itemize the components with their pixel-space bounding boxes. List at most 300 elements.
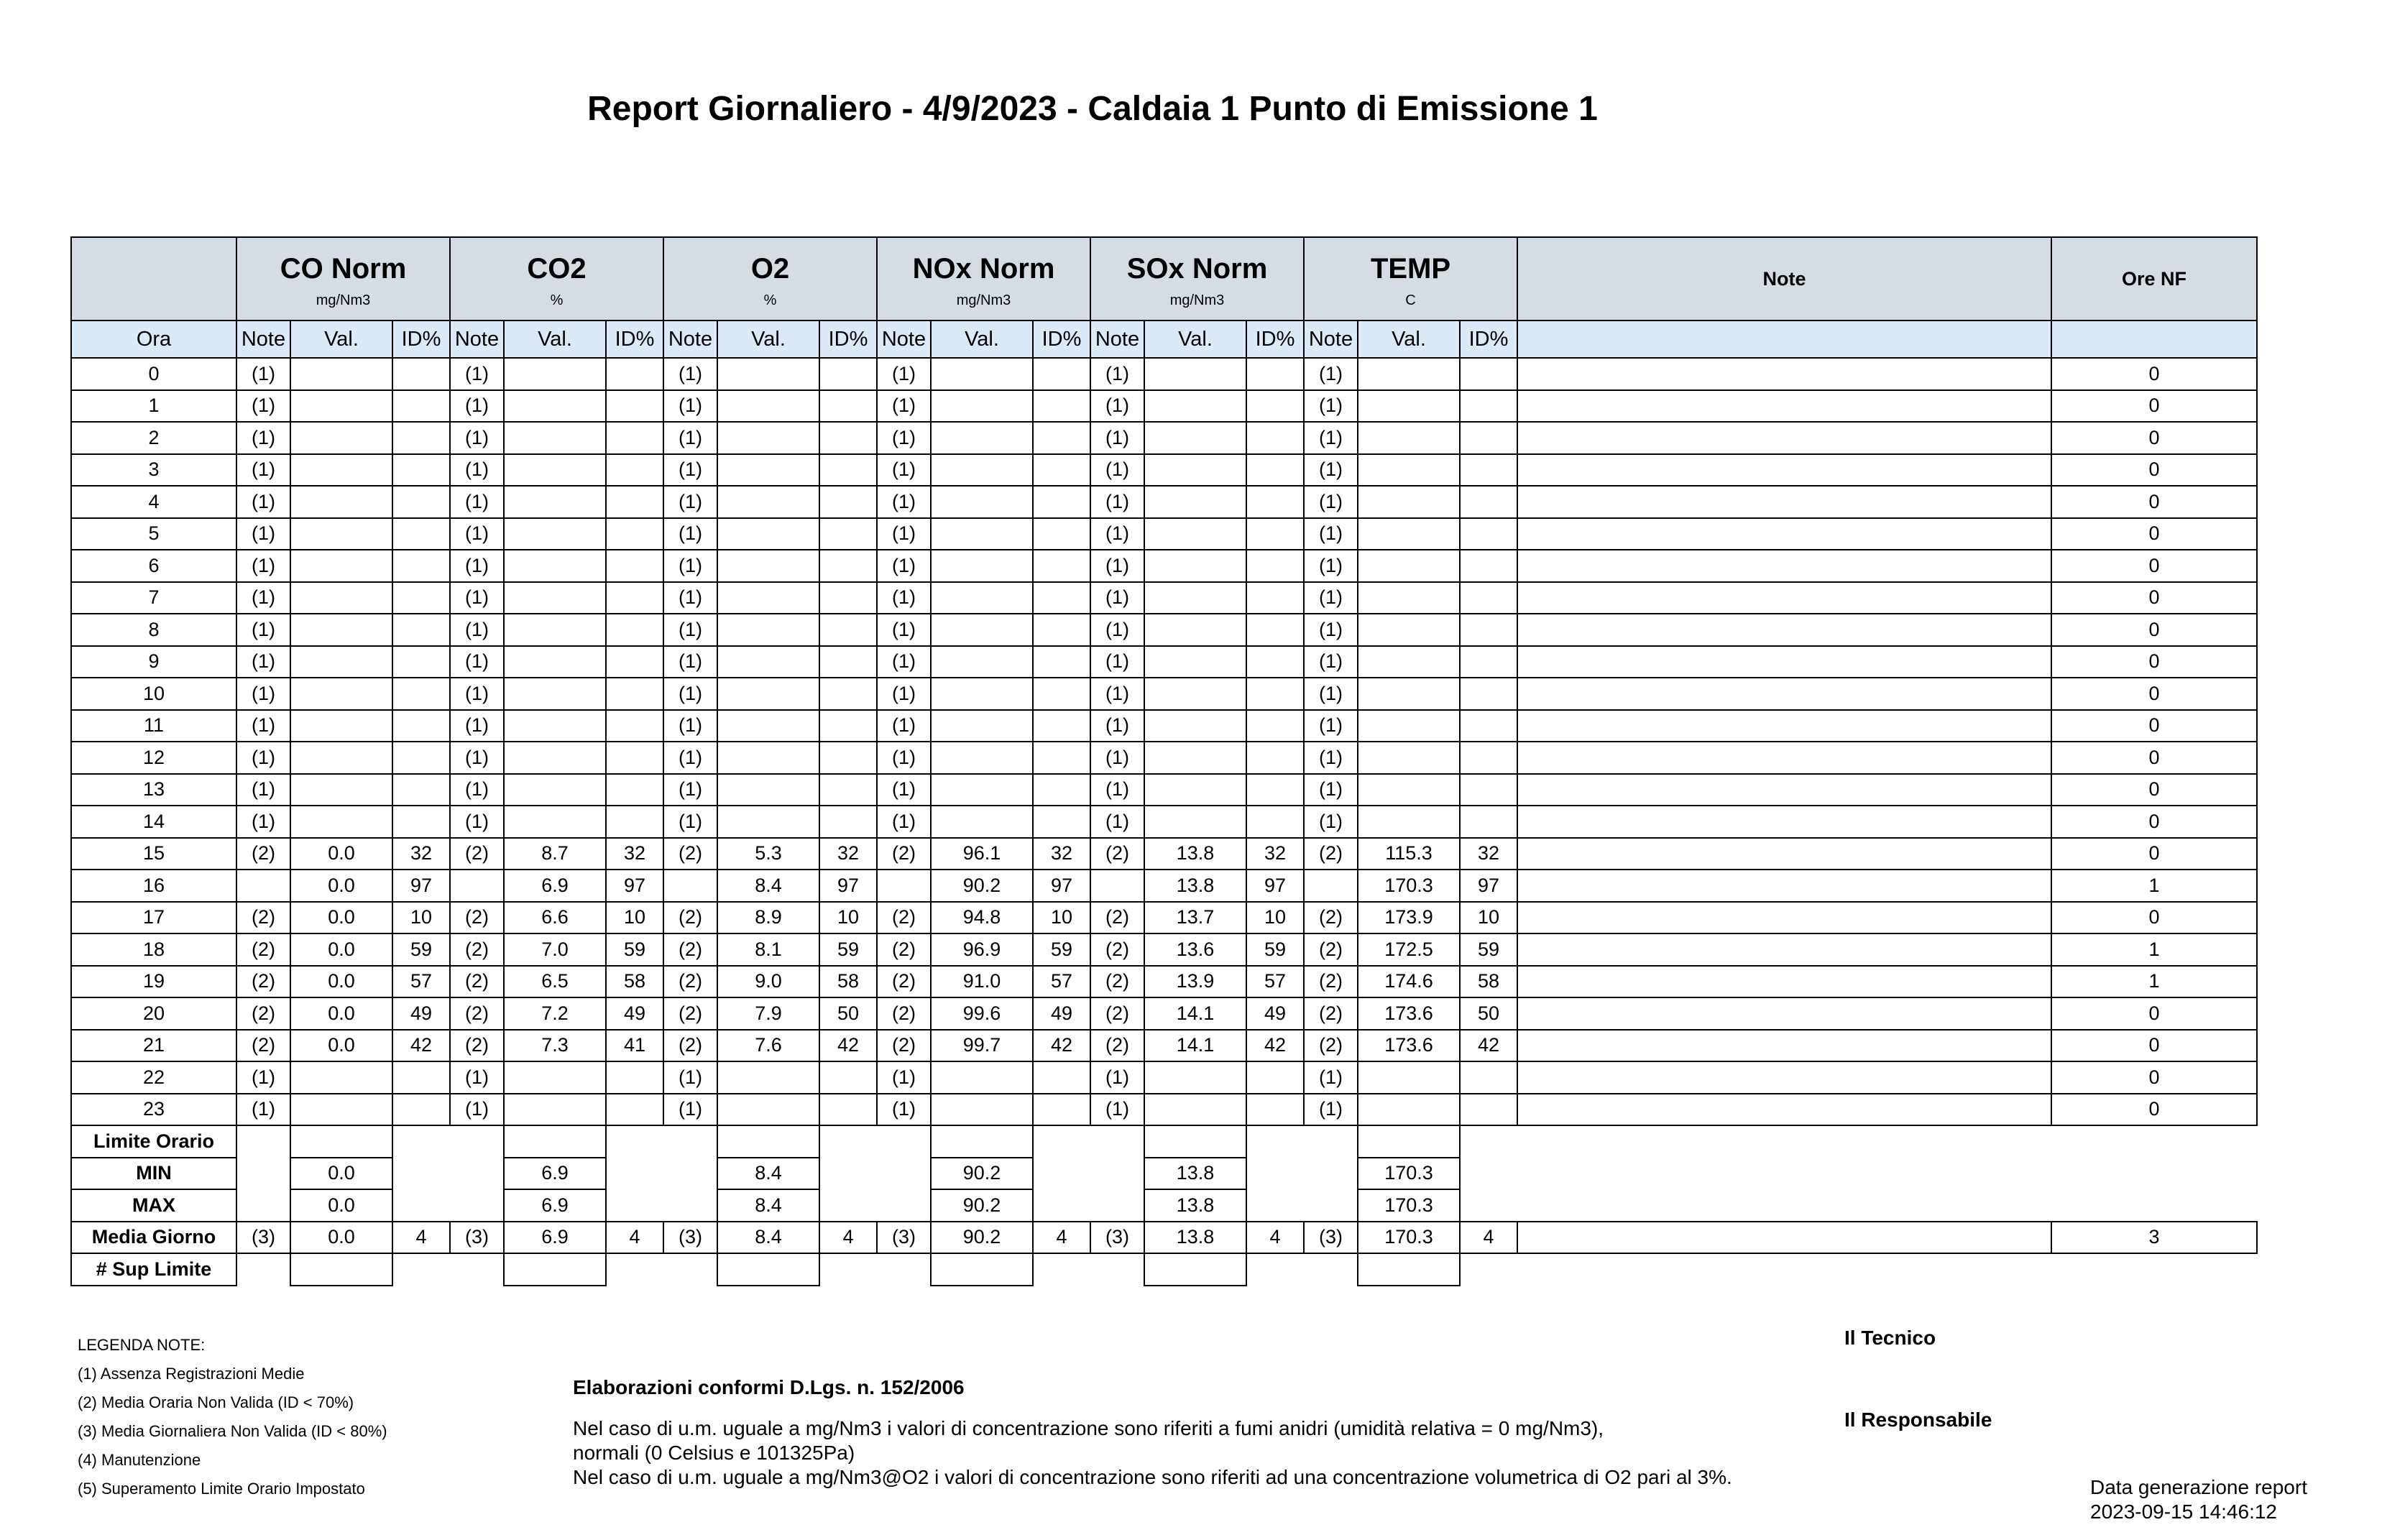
note-cell: (2) xyxy=(1304,838,1358,870)
value-cell: 13.8 xyxy=(1144,838,1246,870)
id-percent-cell xyxy=(1246,390,1304,423)
summary-value-cell xyxy=(504,1253,606,1286)
empty-cell xyxy=(663,1253,717,1286)
id-percent-cell xyxy=(1460,358,1517,390)
value-cell xyxy=(1358,710,1460,742)
empty-cell xyxy=(2051,1189,2257,1222)
value-cell xyxy=(717,646,819,678)
note-cell: (1) xyxy=(1090,1061,1144,1094)
note-cell: (1) xyxy=(877,454,931,487)
id-percent-cell xyxy=(1246,742,1304,774)
value-cell: 8.9 xyxy=(717,902,819,934)
note-cell: (1) xyxy=(663,422,717,454)
id-percent-cell xyxy=(1033,518,1090,550)
id-percent-cell: 59 xyxy=(392,933,450,966)
value-cell: 13.8 xyxy=(1144,870,1246,902)
value-cell xyxy=(504,646,606,678)
media-giorno-row xyxy=(71,1222,2257,1254)
id-percent-cell xyxy=(1033,358,1090,390)
hour-cell: 18 xyxy=(71,933,236,966)
id-percent-cell: 42 xyxy=(1460,1030,1517,1062)
value-cell: 170.3 xyxy=(1358,870,1460,902)
id-percent-cell xyxy=(1246,518,1304,550)
value-cell xyxy=(717,518,819,550)
id-percent-cell xyxy=(392,678,450,710)
id-percent-cell xyxy=(1460,806,1517,838)
value-cell xyxy=(717,486,819,518)
note-cell: (1) xyxy=(663,1061,717,1094)
value-cell xyxy=(931,742,1033,774)
value-cell xyxy=(931,454,1033,487)
id-percent-cell xyxy=(1460,454,1517,487)
report-table xyxy=(70,236,2258,1286)
table-row xyxy=(71,358,2257,390)
empty-cell xyxy=(236,1189,290,1222)
note-cell: (3) xyxy=(236,1222,290,1254)
summary-label: # Sup Limite xyxy=(71,1253,236,1286)
table-row xyxy=(71,582,2257,614)
value-cell: 13.6 xyxy=(1144,933,1246,966)
summary-value-cell: 90.2 xyxy=(931,1158,1033,1190)
hour-cell: 16 xyxy=(71,870,236,902)
value-cell xyxy=(717,582,819,614)
value-cell: 99.7 xyxy=(931,1030,1033,1062)
value-cell xyxy=(1144,774,1246,806)
generation-label: Data generazione report xyxy=(2090,1476,2307,1498)
empty-cell xyxy=(1033,1253,1090,1286)
empty-cell xyxy=(819,1158,877,1190)
row-note-cell xyxy=(1517,678,2051,710)
id-percent-cell xyxy=(606,742,663,774)
note-cell: (2) xyxy=(236,902,290,934)
note-cell: (2) xyxy=(1304,933,1358,966)
id-percent-cell xyxy=(1460,646,1517,678)
id-percent-cell: 59 xyxy=(606,933,663,966)
id-percent-cell: 58 xyxy=(1460,966,1517,998)
row-note-cell xyxy=(1517,358,2051,390)
note-cell: (1) xyxy=(1304,582,1358,614)
value-cell xyxy=(717,422,819,454)
note-cell: (1) xyxy=(1090,806,1144,838)
value-cell xyxy=(1358,646,1460,678)
value-cell xyxy=(717,806,819,838)
empty-cell xyxy=(392,1189,450,1222)
note-cell: (1) xyxy=(1304,1061,1358,1094)
id-percent-cell: 32 xyxy=(606,838,663,870)
sub-header-row xyxy=(71,321,2257,358)
value-cell: 0.0 xyxy=(290,997,392,1030)
table-row xyxy=(71,997,2257,1030)
id-percent-cell xyxy=(819,422,877,454)
note-cell xyxy=(663,870,717,902)
note-cell: (1) xyxy=(663,518,717,550)
value-cell xyxy=(717,454,819,487)
hour-cell: 4 xyxy=(71,486,236,518)
id-percent-cell xyxy=(392,614,450,646)
id-percent-cell: 97 xyxy=(606,870,663,902)
id-percent-cell: 97 xyxy=(1246,870,1304,902)
group-header-nox xyxy=(877,237,1090,321)
empty-cell xyxy=(819,1253,877,1286)
sub-header-val: Val. xyxy=(504,321,606,358)
note-cell: (1) xyxy=(877,1094,931,1126)
note-cell: (1) xyxy=(1304,646,1358,678)
summary-value-cell: 8.4 xyxy=(717,1158,819,1190)
id-percent-cell xyxy=(1460,422,1517,454)
sub-header-val: Val. xyxy=(717,321,819,358)
value-cell xyxy=(1358,390,1460,423)
value-cell xyxy=(717,390,819,423)
summary-value-cell: 13.8 xyxy=(1144,1158,1246,1190)
empty-cell xyxy=(1517,1158,2051,1190)
value-cell: 173.6 xyxy=(1358,997,1460,1030)
id-percent-cell: 41 xyxy=(606,1030,663,1062)
row-note-cell xyxy=(1517,997,2051,1030)
table-row xyxy=(71,774,2257,806)
id-percent-cell xyxy=(1460,550,1517,582)
value-cell: 6.5 xyxy=(504,966,606,998)
hour-cell: 5 xyxy=(71,518,236,550)
note-cell: (1) xyxy=(450,774,504,806)
id-percent-cell xyxy=(1033,774,1090,806)
value-cell: 7.6 xyxy=(717,1030,819,1062)
id-percent-cell: 42 xyxy=(1246,1030,1304,1062)
id-percent-cell xyxy=(819,454,877,487)
group-header-row xyxy=(71,237,2257,321)
id-percent-cell: 58 xyxy=(819,966,877,998)
ore-nf-cell: 0 xyxy=(2051,1061,2257,1094)
note-cell: (2) xyxy=(663,966,717,998)
id-percent-cell xyxy=(606,1094,663,1126)
value-cell: 7.9 xyxy=(717,997,819,1030)
sub-header-val: Val. xyxy=(1144,321,1246,358)
group-name: CO2 xyxy=(527,253,587,285)
value-cell xyxy=(931,774,1033,806)
id-percent-cell xyxy=(1033,614,1090,646)
id-percent-cell: 42 xyxy=(1033,1030,1090,1062)
hour-cell: 7 xyxy=(71,582,236,614)
note-cell: (2) xyxy=(663,933,717,966)
value-cell xyxy=(1358,678,1460,710)
note-cell xyxy=(236,870,290,902)
id-percent-cell: 59 xyxy=(1246,933,1304,966)
row-note-cell xyxy=(1517,646,2051,678)
tecnico-signature-label: Il Tecnico xyxy=(1844,1327,1936,1349)
id-percent-cell xyxy=(1460,774,1517,806)
value-cell xyxy=(1144,646,1246,678)
group-header-sox xyxy=(1090,237,1304,321)
note-cell: (1) xyxy=(236,486,290,518)
value-cell xyxy=(931,678,1033,710)
row-note-cell xyxy=(1517,966,2051,998)
empty-cell xyxy=(450,1189,504,1222)
value-cell xyxy=(504,454,606,487)
value-cell: 0.0 xyxy=(290,966,392,998)
value-cell xyxy=(290,806,392,838)
value-cell xyxy=(717,1061,819,1094)
id-percent-cell xyxy=(606,806,663,838)
value-cell: 96.1 xyxy=(931,838,1033,870)
value-cell xyxy=(290,358,392,390)
id-percent-cell xyxy=(606,390,663,423)
id-percent-cell xyxy=(819,550,877,582)
id-percent-cell xyxy=(819,614,877,646)
empty-cell xyxy=(606,1189,663,1222)
value-cell: 94.8 xyxy=(931,902,1033,934)
note-cell: (1) xyxy=(450,582,504,614)
id-percent-cell xyxy=(1033,1061,1090,1094)
notes-title: Elaborazioni conformi D.Lgs. n. 152/2006 xyxy=(573,1376,965,1398)
id-percent-cell xyxy=(819,710,877,742)
table-row xyxy=(71,1030,2257,1062)
value-cell xyxy=(1144,1061,1246,1094)
limite-orario-row xyxy=(71,1125,2257,1158)
value-cell: 14.1 xyxy=(1144,1030,1246,1062)
note-cell: (2) xyxy=(1090,902,1144,934)
id-percent-cell xyxy=(606,550,663,582)
id-percent-cell: 97 xyxy=(1033,870,1090,902)
value-cell xyxy=(1144,486,1246,518)
generation-info xyxy=(2090,1475,2307,1524)
value-cell xyxy=(717,614,819,646)
id-percent-cell xyxy=(392,422,450,454)
id-percent-cell xyxy=(606,678,663,710)
value-cell xyxy=(504,742,606,774)
note-cell: (1) xyxy=(1090,358,1144,390)
note-cell: (1) xyxy=(1304,454,1358,487)
value-cell xyxy=(290,486,392,518)
empty-cell xyxy=(2051,1158,2257,1190)
hour-cell: 22 xyxy=(71,1061,236,1094)
empty-cell xyxy=(236,1158,290,1190)
note-cell: (1) xyxy=(663,550,717,582)
table-row xyxy=(71,678,2257,710)
value-cell xyxy=(290,422,392,454)
group-unit: % xyxy=(550,292,564,308)
ore-nf-cell: 1 xyxy=(2051,966,2257,998)
note-cell: (1) xyxy=(236,422,290,454)
note-cell: (1) xyxy=(663,742,717,774)
note-cell: (1) xyxy=(877,1061,931,1094)
note-cell: (2) xyxy=(1090,1030,1144,1062)
hour-cell: 9 xyxy=(71,646,236,678)
id-percent-cell: 57 xyxy=(1033,966,1090,998)
table-row xyxy=(71,646,2257,678)
note-cell: (1) xyxy=(877,774,931,806)
empty-cell xyxy=(1517,1189,2051,1222)
note-cell: (1) xyxy=(450,678,504,710)
legend-item: (4) Manutenzione xyxy=(78,1451,201,1469)
id-percent-cell xyxy=(1246,358,1304,390)
group-header-co2 xyxy=(450,237,663,321)
row-note-cell xyxy=(1517,838,2051,870)
note-cell: (1) xyxy=(877,614,931,646)
id-percent-cell xyxy=(1246,678,1304,710)
ore-nf-cell: 0 xyxy=(2051,774,2257,806)
note-cell: (1) xyxy=(877,806,931,838)
value-cell xyxy=(1358,518,1460,550)
note-cell: (3) xyxy=(663,1222,717,1254)
note-cell: (2) xyxy=(1090,997,1144,1030)
legend-item: (3) Media Giornaliera Non Valida (ID < 80%) xyxy=(78,1422,387,1440)
note-cell: (1) xyxy=(1304,486,1358,518)
value-cell xyxy=(1358,806,1460,838)
note-cell: (1) xyxy=(877,742,931,774)
empty-cell xyxy=(1033,1158,1090,1190)
note-cell: (1) xyxy=(1304,614,1358,646)
summary-value-cell: 170.3 xyxy=(1358,1158,1460,1190)
summary-value-cell: 0.0 xyxy=(290,1189,392,1222)
value-cell: 90.2 xyxy=(931,870,1033,902)
value-cell xyxy=(931,710,1033,742)
note-cell xyxy=(877,870,931,902)
value-cell: 99.6 xyxy=(931,997,1033,1030)
value-cell xyxy=(931,646,1033,678)
value-cell: 8.4 xyxy=(717,1222,819,1254)
id-percent-cell xyxy=(1033,422,1090,454)
value-cell xyxy=(504,678,606,710)
note-cell: (1) xyxy=(663,646,717,678)
note-cell: (1) xyxy=(236,646,290,678)
empty-cell xyxy=(606,1253,663,1286)
value-cell xyxy=(1144,550,1246,582)
table-row xyxy=(71,710,2257,742)
id-percent-cell: 57 xyxy=(1246,966,1304,998)
id-percent-cell: 58 xyxy=(606,966,663,998)
id-percent-cell xyxy=(392,710,450,742)
empty-cell xyxy=(1090,1189,1144,1222)
value-cell: 13.8 xyxy=(1144,1222,1246,1254)
id-percent-cell xyxy=(819,774,877,806)
id-percent-cell xyxy=(1460,1094,1517,1126)
ore-nf-cell: 0 xyxy=(2051,582,2257,614)
hour-cell: 19 xyxy=(71,966,236,998)
value-cell xyxy=(1358,1061,1460,1094)
table-row xyxy=(71,1061,2257,1094)
note-cell: (1) xyxy=(1090,518,1144,550)
hour-cell: 21 xyxy=(71,1030,236,1062)
value-cell xyxy=(1144,678,1246,710)
note-cell: (1) xyxy=(450,486,504,518)
empty-cell xyxy=(819,1125,877,1158)
value-cell: 91.0 xyxy=(931,966,1033,998)
value-cell xyxy=(717,710,819,742)
id-percent-cell: 32 xyxy=(819,838,877,870)
group-unit: C xyxy=(1405,292,1416,308)
value-cell xyxy=(504,486,606,518)
ora-column-header: Ora xyxy=(71,321,236,358)
note-cell: (2) xyxy=(1304,997,1358,1030)
note-cell: (1) xyxy=(663,486,717,518)
id-percent-cell: 4 xyxy=(1246,1222,1304,1254)
value-cell xyxy=(717,358,819,390)
value-cell: 173.9 xyxy=(1358,902,1460,934)
table-row xyxy=(71,486,2257,518)
value-cell: 172.5 xyxy=(1358,933,1460,966)
note-cell: (1) xyxy=(236,390,290,423)
id-percent-cell xyxy=(606,486,663,518)
value-cell xyxy=(1358,1094,1460,1126)
id-percent-cell xyxy=(1033,454,1090,487)
sub-header-id: ID% xyxy=(819,321,877,358)
id-percent-cell xyxy=(1246,646,1304,678)
ore-nf-cell: 0 xyxy=(2051,614,2257,646)
min-row xyxy=(71,1158,2257,1190)
value-cell: 6.6 xyxy=(504,902,606,934)
responsabile-signature-label: Il Responsabile xyxy=(1844,1408,1992,1431)
value-cell xyxy=(931,550,1033,582)
note-cell: (1) xyxy=(1090,486,1144,518)
note-cell: (1) xyxy=(1304,390,1358,423)
ore-nf-cell: 0 xyxy=(2051,646,2257,678)
id-percent-cell: 49 xyxy=(1033,997,1090,1030)
group-name: NOx Norm xyxy=(912,253,1055,285)
table-row xyxy=(71,870,2257,902)
note-cell: (2) xyxy=(1304,966,1358,998)
sup-limite-row xyxy=(71,1253,2257,1286)
hour-cell: 20 xyxy=(71,997,236,1030)
empty-cell xyxy=(1460,1189,1517,1222)
empty-cell xyxy=(450,1253,504,1286)
note-cell: (2) xyxy=(450,966,504,998)
table-row xyxy=(71,518,2257,550)
summary-value-cell xyxy=(1358,1125,1460,1158)
note-cell: (2) xyxy=(450,838,504,870)
table-row xyxy=(71,933,2257,966)
id-percent-cell xyxy=(819,1094,877,1126)
empty-cell xyxy=(2051,1253,2257,1286)
generation-datetime: 2023-09-15 14:46:12 xyxy=(2090,1500,2277,1523)
hour-cell: 17 xyxy=(71,902,236,934)
sub-header-id: ID% xyxy=(1246,321,1304,358)
value-cell xyxy=(1358,774,1460,806)
hour-cell: 11 xyxy=(71,710,236,742)
note-cell: (2) xyxy=(1090,933,1144,966)
id-percent-cell: 10 xyxy=(1246,902,1304,934)
ore-nf-cell: 0 xyxy=(2051,390,2257,423)
ore-nf-cell: 0 xyxy=(2051,997,2257,1030)
id-percent-cell xyxy=(1246,614,1304,646)
sub-header-note: Note xyxy=(877,321,931,358)
note-cell: (1) xyxy=(450,358,504,390)
note-cell: (1) xyxy=(663,582,717,614)
note-cell: (1) xyxy=(1090,678,1144,710)
value-cell: 7.3 xyxy=(504,1030,606,1062)
id-percent-cell xyxy=(606,582,663,614)
id-percent-cell xyxy=(606,710,663,742)
note-cell: (2) xyxy=(450,1030,504,1062)
note-cell: (1) xyxy=(1090,582,1144,614)
note-cell: (1) xyxy=(236,582,290,614)
legend xyxy=(78,1331,387,1503)
value-cell xyxy=(290,710,392,742)
legend-item: (1) Assenza Registrazioni Medie xyxy=(78,1365,305,1383)
id-percent-cell xyxy=(606,1061,663,1094)
id-percent-cell xyxy=(392,1061,450,1094)
empty-cell xyxy=(663,1125,717,1158)
note-cell: (2) xyxy=(663,1030,717,1062)
id-percent-cell xyxy=(1460,742,1517,774)
id-percent-cell xyxy=(1246,774,1304,806)
hour-cell: 1 xyxy=(71,390,236,423)
value-cell xyxy=(290,742,392,774)
notes-line: Nel caso di u.m. uguale a mg/Nm3@O2 i valori di concentrazione sono riferiti ad una concentrazione volumetrica di O2 pari al 3%. xyxy=(573,1466,1732,1488)
id-percent-cell xyxy=(1033,390,1090,423)
empty-cell xyxy=(1304,1253,1358,1286)
value-cell xyxy=(1144,390,1246,423)
value-cell: 7.2 xyxy=(504,997,606,1030)
note-cell: (1) xyxy=(450,550,504,582)
